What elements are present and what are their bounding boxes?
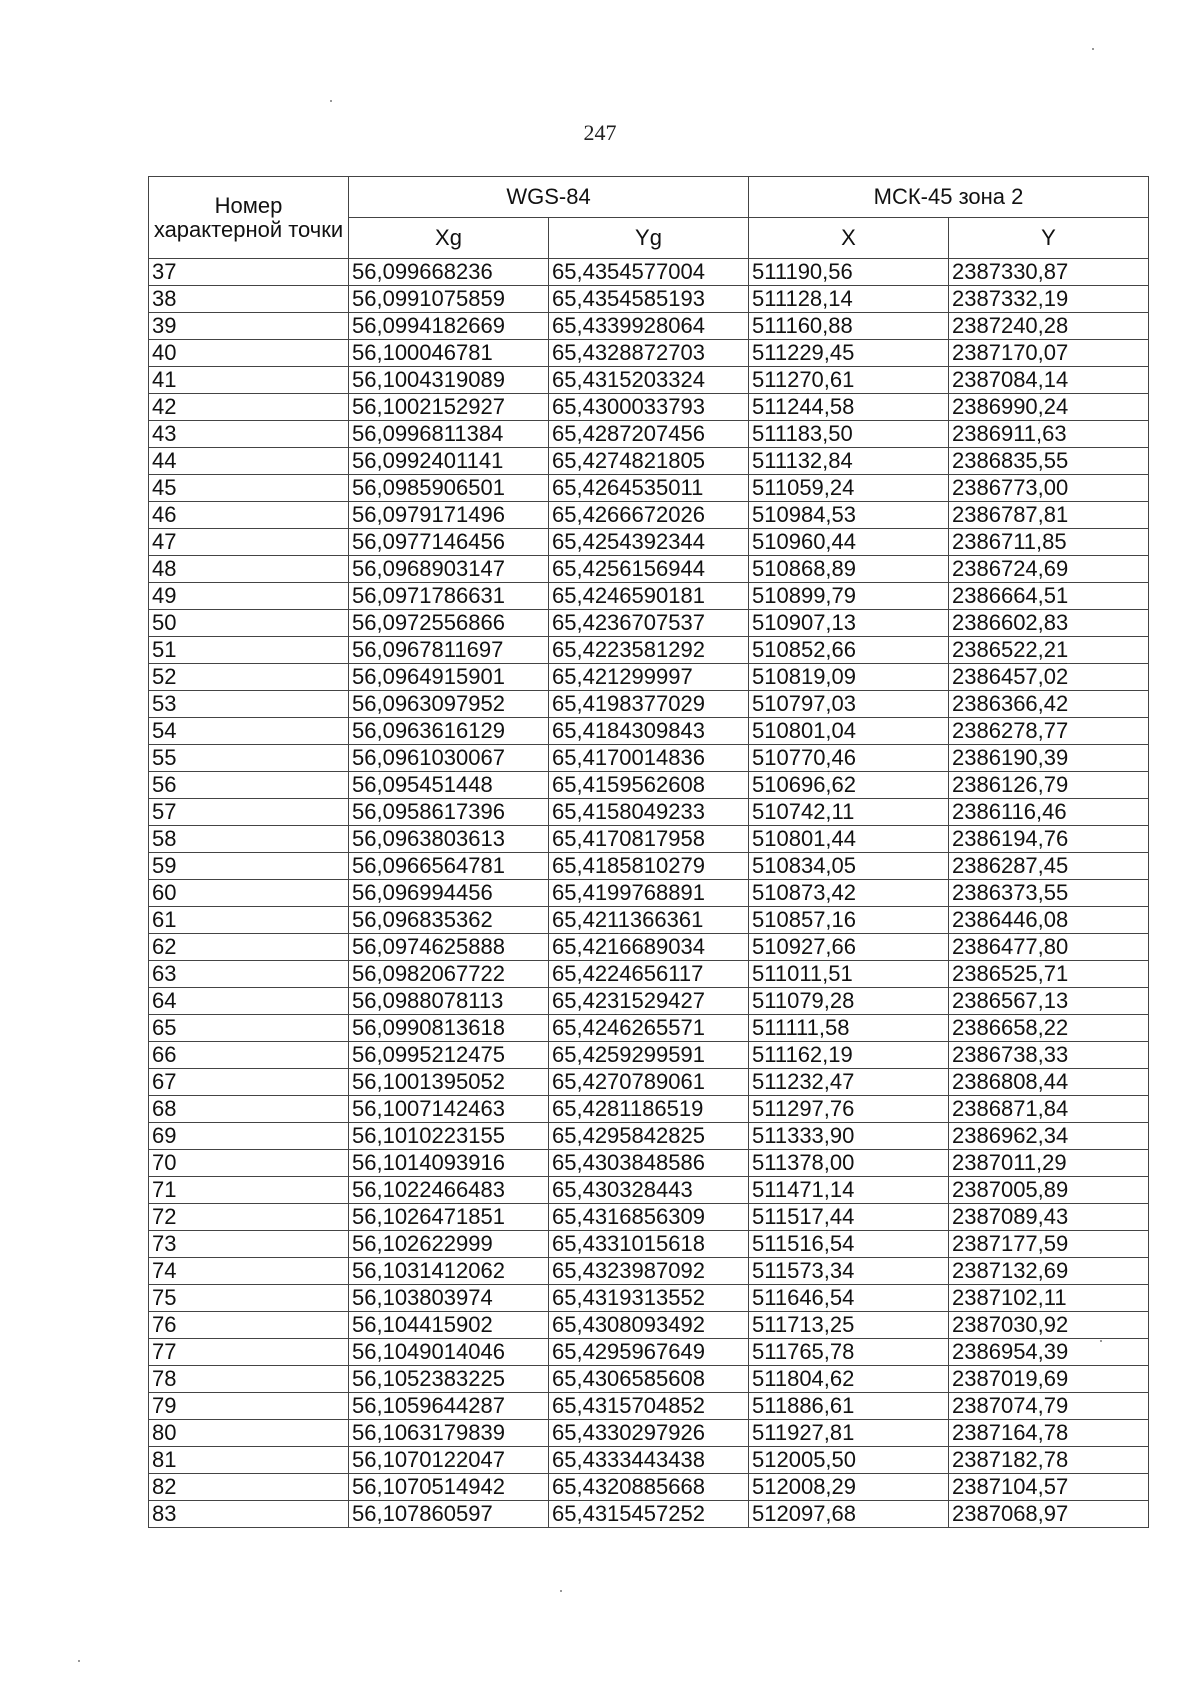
cell-point-number: 54 bbox=[149, 718, 349, 745]
cell-point-number: 43 bbox=[149, 421, 349, 448]
cell-y: 2387030,92 bbox=[949, 1312, 1149, 1339]
table-row bbox=[149, 907, 1149, 934]
cell-xg: 56,0963097952 bbox=[349, 691, 549, 718]
cell-xg: 56,102622999 bbox=[349, 1231, 549, 1258]
cell-y: 2387089,43 bbox=[949, 1204, 1149, 1231]
cell-xg: 56,0972556866 bbox=[349, 610, 549, 637]
cell-xg: 56,1070514942 bbox=[349, 1474, 549, 1501]
table-row bbox=[149, 880, 1149, 907]
cell-y: 2386126,79 bbox=[949, 772, 1149, 799]
cell-xg: 56,1002152927 bbox=[349, 394, 549, 421]
table-row bbox=[149, 610, 1149, 637]
header-point-number: Номер характерной точки bbox=[149, 177, 349, 259]
table-row bbox=[149, 718, 1149, 745]
table-row bbox=[149, 367, 1149, 394]
cell-xg: 56,103803974 bbox=[349, 1285, 549, 1312]
cell-x: 512097,68 bbox=[749, 1501, 949, 1528]
cell-point-number: 68 bbox=[149, 1096, 349, 1123]
cell-yg: 65,4246590181 bbox=[549, 583, 749, 610]
header-group-wgs84: WGS-84 bbox=[349, 177, 749, 218]
cell-y: 2386658,22 bbox=[949, 1015, 1149, 1042]
cell-point-number: 38 bbox=[149, 286, 349, 313]
cell-yg: 65,4256156944 bbox=[549, 556, 749, 583]
cell-y: 2387170,07 bbox=[949, 340, 1149, 367]
header-col-x: X bbox=[749, 218, 949, 259]
cell-yg: 65,4354585193 bbox=[549, 286, 749, 313]
cell-point-number: 61 bbox=[149, 907, 349, 934]
cell-point-number: 70 bbox=[149, 1150, 349, 1177]
cell-yg: 65,4223581292 bbox=[549, 637, 749, 664]
cell-y: 2386116,46 bbox=[949, 799, 1149, 826]
table-row bbox=[149, 259, 1149, 286]
cell-x: 511183,50 bbox=[749, 421, 949, 448]
cell-x: 510696,62 bbox=[749, 772, 949, 799]
cell-y: 2386664,51 bbox=[949, 583, 1149, 610]
cell-y: 2387074,79 bbox=[949, 1393, 1149, 1420]
table-row bbox=[149, 961, 1149, 988]
cell-x: 511270,61 bbox=[749, 367, 949, 394]
cell-x: 512005,50 bbox=[749, 1447, 949, 1474]
table-row bbox=[149, 1474, 1149, 1501]
cell-y: 2387011,29 bbox=[949, 1150, 1149, 1177]
cell-xg: 56,0963616129 bbox=[349, 718, 549, 745]
cell-xg: 56,1026471851 bbox=[349, 1204, 549, 1231]
cell-yg: 65,4185810279 bbox=[549, 853, 749, 880]
cell-yg: 65,4295967649 bbox=[549, 1339, 749, 1366]
cell-xg: 56,0985906501 bbox=[349, 475, 549, 502]
cell-xg: 56,0961030067 bbox=[349, 745, 549, 772]
page-number: 247 bbox=[583, 120, 617, 145]
scan-speck bbox=[330, 100, 332, 102]
cell-point-number: 83 bbox=[149, 1501, 349, 1528]
table-row bbox=[149, 1420, 1149, 1447]
cell-point-number: 81 bbox=[149, 1447, 349, 1474]
cell-y: 2387102,11 bbox=[949, 1285, 1149, 1312]
cell-point-number: 64 bbox=[149, 988, 349, 1015]
cell-point-number: 53 bbox=[149, 691, 349, 718]
cell-x: 511646,54 bbox=[749, 1285, 949, 1312]
cell-y: 2386457,02 bbox=[949, 664, 1149, 691]
cell-x: 511517,44 bbox=[749, 1204, 949, 1231]
cell-x: 511886,61 bbox=[749, 1393, 949, 1420]
cell-x: 511713,25 bbox=[749, 1312, 949, 1339]
cell-yg: 65,4328872703 bbox=[549, 340, 749, 367]
cell-xg: 56,100046781 bbox=[349, 340, 549, 367]
cell-yg: 65,4287207456 bbox=[549, 421, 749, 448]
cell-point-number: 65 bbox=[149, 1015, 349, 1042]
cell-point-number: 66 bbox=[149, 1042, 349, 1069]
cell-yg: 65,4316856309 bbox=[549, 1204, 749, 1231]
cell-point-number: 77 bbox=[149, 1339, 349, 1366]
table-row bbox=[149, 772, 1149, 799]
cell-y: 2386477,80 bbox=[949, 934, 1149, 961]
cell-y: 2386602,83 bbox=[949, 610, 1149, 637]
cell-point-number: 55 bbox=[149, 745, 349, 772]
cell-point-number: 44 bbox=[149, 448, 349, 475]
table-row bbox=[149, 313, 1149, 340]
cell-y: 2387164,78 bbox=[949, 1420, 1149, 1447]
cell-x: 511162,19 bbox=[749, 1042, 949, 1069]
cell-y: 2386525,71 bbox=[949, 961, 1149, 988]
cell-y: 2386911,63 bbox=[949, 421, 1149, 448]
cell-xg: 56,095451448 bbox=[349, 772, 549, 799]
table-row bbox=[149, 1150, 1149, 1177]
table-row bbox=[149, 745, 1149, 772]
cell-point-number: 49 bbox=[149, 583, 349, 610]
cell-yg: 65,4331015618 bbox=[549, 1231, 749, 1258]
cell-x: 512008,29 bbox=[749, 1474, 949, 1501]
cell-x: 511079,28 bbox=[749, 988, 949, 1015]
cell-xg: 56,1001395052 bbox=[349, 1069, 549, 1096]
table-row bbox=[149, 529, 1149, 556]
cell-x: 511190,56 bbox=[749, 259, 949, 286]
cell-x: 511804,62 bbox=[749, 1366, 949, 1393]
cell-y: 2387177,59 bbox=[949, 1231, 1149, 1258]
cell-point-number: 62 bbox=[149, 934, 349, 961]
cell-point-number: 82 bbox=[149, 1474, 349, 1501]
cell-y: 2386871,84 bbox=[949, 1096, 1149, 1123]
cell-yg: 65,4158049233 bbox=[549, 799, 749, 826]
header-col-yg: Yg bbox=[549, 218, 749, 259]
cell-x: 511229,45 bbox=[749, 340, 949, 367]
cell-xg: 56,0963803613 bbox=[349, 826, 549, 853]
table-row bbox=[149, 448, 1149, 475]
cell-point-number: 60 bbox=[149, 880, 349, 907]
table-row bbox=[149, 1015, 1149, 1042]
cell-xg: 56,1070122047 bbox=[349, 1447, 549, 1474]
cell-point-number: 67 bbox=[149, 1069, 349, 1096]
cell-x: 511059,24 bbox=[749, 475, 949, 502]
cell-yg: 65,421299997 bbox=[549, 664, 749, 691]
cell-y: 2386278,77 bbox=[949, 718, 1149, 745]
cell-yg: 65,4246265571 bbox=[549, 1015, 749, 1042]
coordinates-table bbox=[148, 176, 1149, 1528]
cell-yg: 65,4159562608 bbox=[549, 772, 749, 799]
cell-x: 510868,89 bbox=[749, 556, 949, 583]
cell-y: 2386366,42 bbox=[949, 691, 1149, 718]
cell-xg: 56,0991075859 bbox=[349, 286, 549, 313]
table-row bbox=[149, 1204, 1149, 1231]
table-row bbox=[149, 826, 1149, 853]
table-row bbox=[149, 1231, 1149, 1258]
cell-point-number: 42 bbox=[149, 394, 349, 421]
cell-point-number: 40 bbox=[149, 340, 349, 367]
cell-yg: 65,4170817958 bbox=[549, 826, 749, 853]
cell-x: 511244,58 bbox=[749, 394, 949, 421]
cell-xg: 56,0964915901 bbox=[349, 664, 549, 691]
cell-y: 2386567,13 bbox=[949, 988, 1149, 1015]
cell-x: 510873,42 bbox=[749, 880, 949, 907]
cell-x: 510907,13 bbox=[749, 610, 949, 637]
cell-x: 511378,00 bbox=[749, 1150, 949, 1177]
table-header bbox=[149, 177, 1149, 259]
cell-yg: 65,4224656117 bbox=[549, 961, 749, 988]
cell-point-number: 72 bbox=[149, 1204, 349, 1231]
cell-xg: 56,1014093916 bbox=[349, 1150, 549, 1177]
cell-x: 511765,78 bbox=[749, 1339, 949, 1366]
table-row bbox=[149, 691, 1149, 718]
cell-xg: 56,0982067722 bbox=[349, 961, 549, 988]
cell-point-number: 41 bbox=[149, 367, 349, 394]
table-row bbox=[149, 1042, 1149, 1069]
cell-x: 511128,14 bbox=[749, 286, 949, 313]
cell-xg: 56,096994456 bbox=[349, 880, 549, 907]
cell-x: 511132,84 bbox=[749, 448, 949, 475]
cell-x: 510960,44 bbox=[749, 529, 949, 556]
cell-yg: 65,4315203324 bbox=[549, 367, 749, 394]
cell-y: 2387104,57 bbox=[949, 1474, 1149, 1501]
cell-point-number: 46 bbox=[149, 502, 349, 529]
cell-x: 510742,11 bbox=[749, 799, 949, 826]
cell-yg: 65,4315457252 bbox=[549, 1501, 749, 1528]
cell-y: 2386194,76 bbox=[949, 826, 1149, 853]
cell-yg: 65,4308093492 bbox=[549, 1312, 749, 1339]
table-body bbox=[149, 259, 1149, 1528]
cell-x: 511333,90 bbox=[749, 1123, 949, 1150]
cell-yg: 65,4315704852 bbox=[549, 1393, 749, 1420]
cell-yg: 65,4354577004 bbox=[549, 259, 749, 286]
cell-y: 2386835,55 bbox=[949, 448, 1149, 475]
cell-xg: 56,1049014046 bbox=[349, 1339, 549, 1366]
table-row bbox=[149, 1096, 1149, 1123]
cell-x: 511927,81 bbox=[749, 1420, 949, 1447]
cell-yg: 65,4281186519 bbox=[549, 1096, 749, 1123]
cell-x: 511011,51 bbox=[749, 961, 949, 988]
table-row bbox=[149, 988, 1149, 1015]
cell-point-number: 39 bbox=[149, 313, 349, 340]
cell-y: 2386522,21 bbox=[949, 637, 1149, 664]
cell-x: 510857,16 bbox=[749, 907, 949, 934]
cell-xg: 56,0994182669 bbox=[349, 313, 549, 340]
cell-y: 2387019,69 bbox=[949, 1366, 1149, 1393]
cell-xg: 56,1063179839 bbox=[349, 1420, 549, 1447]
cell-yg: 65,4274821805 bbox=[549, 448, 749, 475]
cell-y: 2387240,28 bbox=[949, 313, 1149, 340]
cell-xg: 56,0979171496 bbox=[349, 502, 549, 529]
cell-y: 2386954,39 bbox=[949, 1339, 1149, 1366]
cell-y: 2387084,14 bbox=[949, 367, 1149, 394]
cell-yg: 65,4306585608 bbox=[549, 1366, 749, 1393]
cell-xg: 56,099668236 bbox=[349, 259, 549, 286]
scan-speck bbox=[78, 1660, 80, 1662]
table-row bbox=[149, 934, 1149, 961]
table-row bbox=[149, 1366, 1149, 1393]
table-row bbox=[149, 475, 1149, 502]
cell-xg: 56,1052383225 bbox=[349, 1366, 549, 1393]
table-row bbox=[149, 799, 1149, 826]
cell-x: 510852,66 bbox=[749, 637, 949, 664]
cell-yg: 65,4254392344 bbox=[549, 529, 749, 556]
cell-x: 510801,44 bbox=[749, 826, 949, 853]
cell-x: 511160,88 bbox=[749, 313, 949, 340]
cell-point-number: 45 bbox=[149, 475, 349, 502]
cell-point-number: 78 bbox=[149, 1366, 349, 1393]
cell-yg: 65,4270789061 bbox=[549, 1069, 749, 1096]
cell-xg: 56,0974625888 bbox=[349, 934, 549, 961]
cell-yg: 65,4319313552 bbox=[549, 1285, 749, 1312]
scan-speck bbox=[560, 1590, 562, 1592]
cell-point-number: 56 bbox=[149, 772, 349, 799]
header-col-xg: Xg bbox=[349, 218, 549, 259]
cell-x: 511232,47 bbox=[749, 1069, 949, 1096]
cell-y: 2386808,44 bbox=[949, 1069, 1149, 1096]
cell-point-number: 73 bbox=[149, 1231, 349, 1258]
cell-y: 2386190,39 bbox=[949, 745, 1149, 772]
cell-y: 2387068,97 bbox=[949, 1501, 1149, 1528]
cell-x: 511573,34 bbox=[749, 1258, 949, 1285]
cell-point-number: 57 bbox=[149, 799, 349, 826]
header-col-y: Y bbox=[949, 218, 1149, 259]
cell-yg: 65,430328443 bbox=[549, 1177, 749, 1204]
cell-yg: 65,4320885668 bbox=[549, 1474, 749, 1501]
cell-xg: 56,1031412062 bbox=[349, 1258, 549, 1285]
table-row bbox=[149, 1501, 1149, 1528]
header-group-msk45: МСК-45 зона 2 bbox=[749, 177, 1149, 218]
scan-speck bbox=[1092, 48, 1094, 50]
cell-yg: 65,4333443438 bbox=[549, 1447, 749, 1474]
cell-xg: 56,0971786631 bbox=[349, 583, 549, 610]
cell-yg: 65,4236707537 bbox=[549, 610, 749, 637]
cell-yg: 65,4266672026 bbox=[549, 502, 749, 529]
cell-point-number: 59 bbox=[149, 853, 349, 880]
table-row bbox=[149, 421, 1149, 448]
cell-point-number: 47 bbox=[149, 529, 349, 556]
cell-xg: 56,0995212475 bbox=[349, 1042, 549, 1069]
table-row bbox=[149, 394, 1149, 421]
cell-x: 510819,09 bbox=[749, 664, 949, 691]
cell-xg: 56,107860597 bbox=[349, 1501, 549, 1528]
cell-y: 2386446,08 bbox=[949, 907, 1149, 934]
cell-y: 2386990,24 bbox=[949, 394, 1149, 421]
cell-y: 2387132,69 bbox=[949, 1258, 1149, 1285]
cell-xg: 56,1004319089 bbox=[349, 367, 549, 394]
cell-yg: 65,4211366361 bbox=[549, 907, 749, 934]
cell-x: 511297,76 bbox=[749, 1096, 949, 1123]
cell-yg: 65,4303848586 bbox=[549, 1150, 749, 1177]
cell-point-number: 63 bbox=[149, 961, 349, 988]
cell-yg: 65,4300033793 bbox=[549, 394, 749, 421]
cell-x: 510984,53 bbox=[749, 502, 949, 529]
table-row bbox=[149, 1285, 1149, 1312]
cell-yg: 65,4199768891 bbox=[549, 880, 749, 907]
table-row bbox=[149, 853, 1149, 880]
cell-xg: 56,0992401141 bbox=[349, 448, 549, 475]
table-row bbox=[149, 583, 1149, 610]
cell-y: 2387330,87 bbox=[949, 259, 1149, 286]
cell-xg: 56,0967811697 bbox=[349, 637, 549, 664]
cell-point-number: 75 bbox=[149, 1285, 349, 1312]
table-row bbox=[149, 1393, 1149, 1420]
cell-y: 2386711,85 bbox=[949, 529, 1149, 556]
table-row bbox=[149, 1447, 1149, 1474]
header-row-groups bbox=[149, 177, 1149, 218]
cell-point-number: 58 bbox=[149, 826, 349, 853]
cell-point-number: 51 bbox=[149, 637, 349, 664]
cell-x: 510770,46 bbox=[749, 745, 949, 772]
table-row bbox=[149, 1258, 1149, 1285]
cell-x: 511516,54 bbox=[749, 1231, 949, 1258]
table-row bbox=[149, 664, 1149, 691]
cell-xg: 56,1010223155 bbox=[349, 1123, 549, 1150]
cell-xg: 56,104415902 bbox=[349, 1312, 549, 1339]
cell-point-number: 50 bbox=[149, 610, 349, 637]
cell-yg: 65,4295842825 bbox=[549, 1123, 749, 1150]
cell-yg: 65,4198377029 bbox=[549, 691, 749, 718]
scan-speck bbox=[1100, 1340, 1102, 1342]
cell-x: 510797,03 bbox=[749, 691, 949, 718]
cell-point-number: 52 bbox=[149, 664, 349, 691]
table-row bbox=[149, 1177, 1149, 1204]
cell-xg: 56,0977146456 bbox=[349, 529, 549, 556]
cell-xg: 56,1022466483 bbox=[349, 1177, 549, 1204]
cell-xg: 56,0996811384 bbox=[349, 421, 549, 448]
cell-xg: 56,0958617396 bbox=[349, 799, 549, 826]
cell-y: 2387182,78 bbox=[949, 1447, 1149, 1474]
cell-x: 510927,66 bbox=[749, 934, 949, 961]
table-row bbox=[149, 1123, 1149, 1150]
cell-y: 2386787,81 bbox=[949, 502, 1149, 529]
cell-xg: 56,096835362 bbox=[349, 907, 549, 934]
cell-y: 2386724,69 bbox=[949, 556, 1149, 583]
table-row bbox=[149, 286, 1149, 313]
cell-yg: 65,4231529427 bbox=[549, 988, 749, 1015]
cell-y: 2387332,19 bbox=[949, 286, 1149, 313]
cell-yg: 65,4216689034 bbox=[549, 934, 749, 961]
table-row bbox=[149, 637, 1149, 664]
cell-xg: 56,0990813618 bbox=[349, 1015, 549, 1042]
cell-point-number: 37 bbox=[149, 259, 349, 286]
cell-yg: 65,4264535011 bbox=[549, 475, 749, 502]
cell-xg: 56,0988078113 bbox=[349, 988, 549, 1015]
cell-xg: 56,1007142463 bbox=[349, 1096, 549, 1123]
cell-point-number: 48 bbox=[149, 556, 349, 583]
cell-yg: 65,4323987092 bbox=[549, 1258, 749, 1285]
table-row bbox=[149, 340, 1149, 367]
cell-y: 2386962,34 bbox=[949, 1123, 1149, 1150]
cell-yg: 65,4170014836 bbox=[549, 745, 749, 772]
table-row bbox=[149, 556, 1149, 583]
cell-yg: 65,4330297926 bbox=[549, 1420, 749, 1447]
cell-x: 510899,79 bbox=[749, 583, 949, 610]
cell-point-number: 71 bbox=[149, 1177, 349, 1204]
cell-point-number: 74 bbox=[149, 1258, 349, 1285]
cell-y: 2386287,45 bbox=[949, 853, 1149, 880]
cell-x: 510801,04 bbox=[749, 718, 949, 745]
cell-y: 2386773,00 bbox=[949, 475, 1149, 502]
table-row bbox=[149, 502, 1149, 529]
cell-xg: 56,1059644287 bbox=[349, 1393, 549, 1420]
cell-xg: 56,0968903147 bbox=[349, 556, 549, 583]
cell-yg: 65,4339928064 bbox=[549, 313, 749, 340]
cell-point-number: 76 bbox=[149, 1312, 349, 1339]
cell-y: 2386738,33 bbox=[949, 1042, 1149, 1069]
table-row bbox=[149, 1069, 1149, 1096]
cell-x: 511471,14 bbox=[749, 1177, 949, 1204]
cell-y: 2387005,89 bbox=[949, 1177, 1149, 1204]
cell-x: 511111,58 bbox=[749, 1015, 949, 1042]
cell-yg: 65,4184309843 bbox=[549, 718, 749, 745]
cell-yg: 65,4259299591 bbox=[549, 1042, 749, 1069]
cell-x: 510834,05 bbox=[749, 853, 949, 880]
table-row bbox=[149, 1312, 1149, 1339]
cell-xg: 56,0966564781 bbox=[349, 853, 549, 880]
cell-point-number: 69 bbox=[149, 1123, 349, 1150]
table-row bbox=[149, 1339, 1149, 1366]
cell-point-number: 79 bbox=[149, 1393, 349, 1420]
cell-point-number: 80 bbox=[149, 1420, 349, 1447]
cell-y: 2386373,55 bbox=[949, 880, 1149, 907]
